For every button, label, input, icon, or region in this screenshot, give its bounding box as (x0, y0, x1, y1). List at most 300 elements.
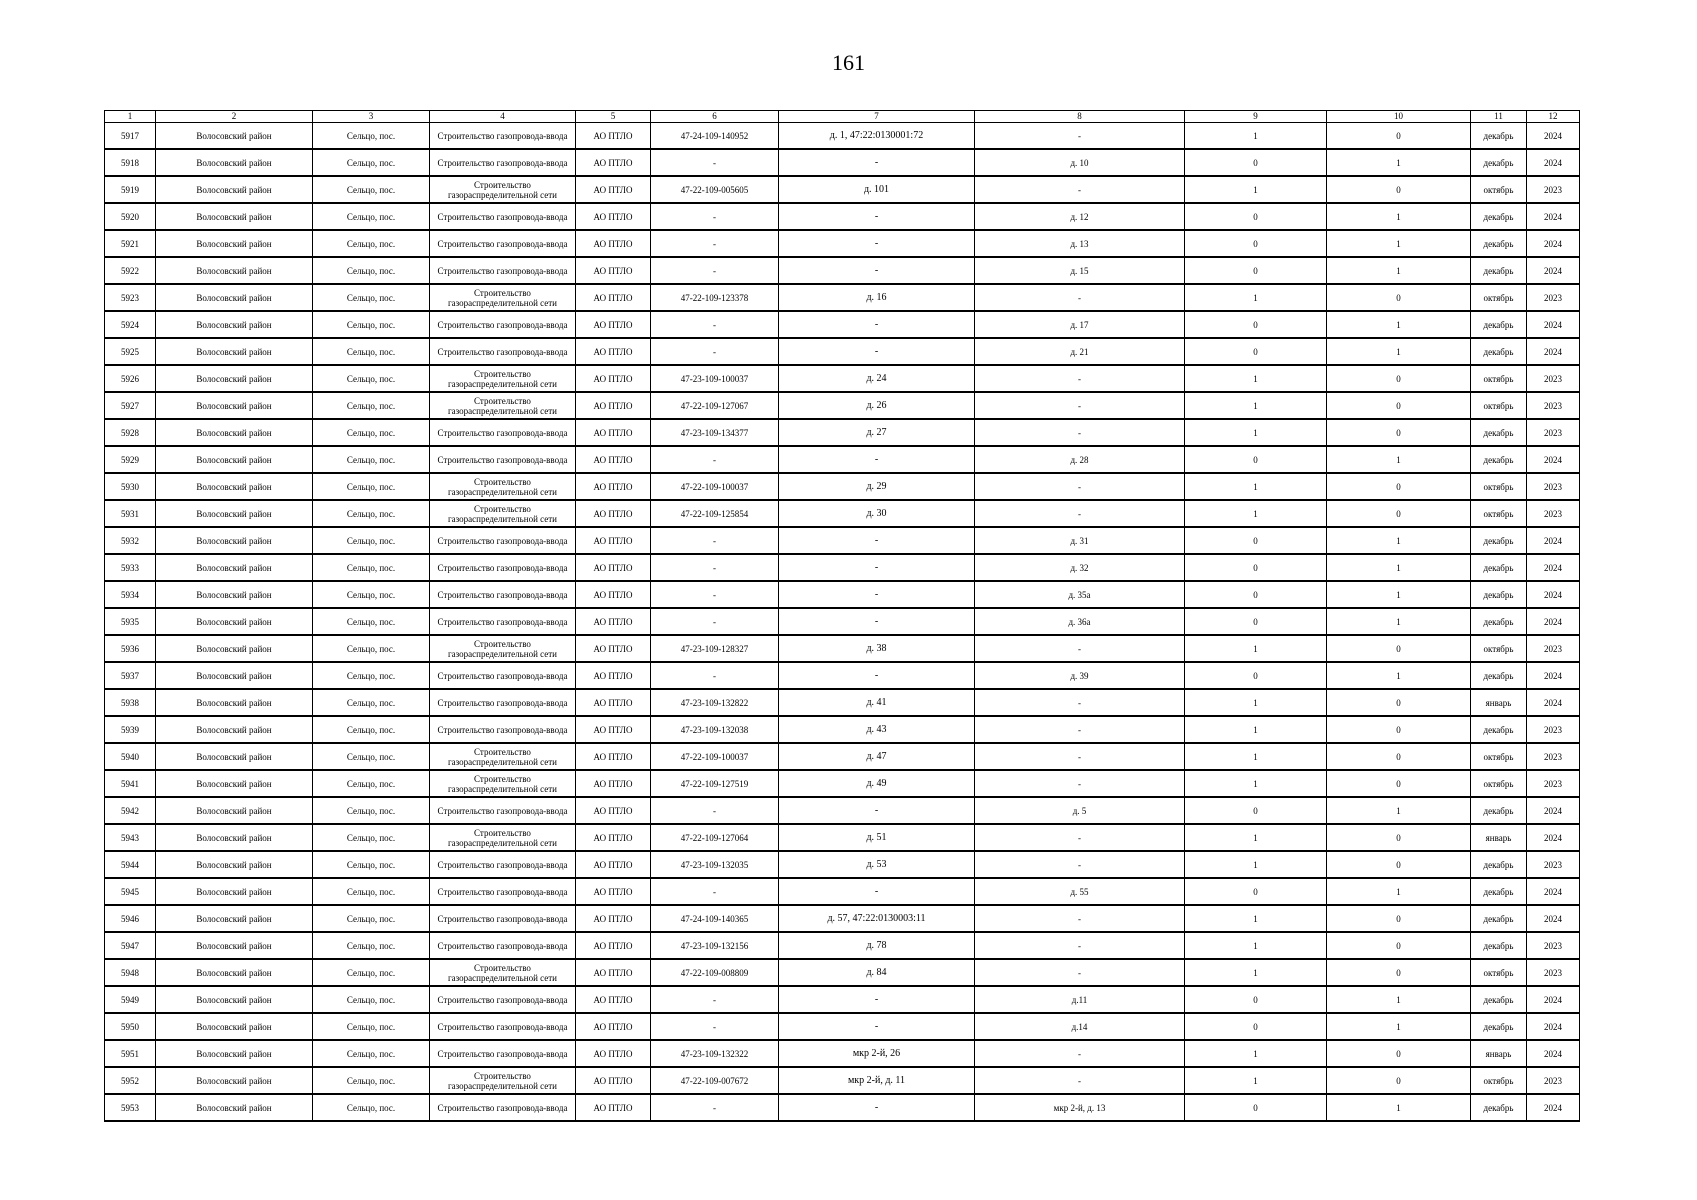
table-cell-col-8: - (975, 392, 1185, 419)
table-cell-col-12: 2023 (1527, 419, 1580, 446)
table-cell-col-9: 0 (1185, 554, 1327, 581)
table-cell-col-1: 5949 (105, 986, 156, 1013)
table-cell-col-3: Сельцо, пос. (313, 986, 430, 1013)
table-cell-col-12: 2024 (1527, 149, 1580, 176)
table-cell-col-3: Сельцо, пос. (313, 851, 430, 878)
table-cell-col-9: 1 (1185, 419, 1327, 446)
table-cell-col-10: 0 (1327, 365, 1471, 392)
table-cell-col-12: 2023 (1527, 365, 1580, 392)
table-cell-col-8: д. 12 (975, 203, 1185, 230)
table-cell-col-7: д. 24 (779, 365, 975, 392)
table-cell-col-11: декабрь (1471, 419, 1527, 446)
table-cell-col-9: 0 (1185, 446, 1327, 473)
table-cell-col-2: Волосовский район (156, 365, 313, 392)
table-cell-col-4: Строительство газораспределительной сети (430, 284, 576, 311)
table-cell-col-12: 2024 (1527, 554, 1580, 581)
table-cell-col-9: 1 (1185, 1067, 1327, 1094)
table-cell-col-12: 2024 (1527, 905, 1580, 932)
table-cell-col-5: АО ПТЛО (576, 932, 651, 959)
table-cell-col-5: АО ПТЛО (576, 878, 651, 905)
table-cell-col-9: 0 (1185, 662, 1327, 689)
table-cell-col-5: АО ПТЛО (576, 1067, 651, 1094)
table-row (105, 1094, 1580, 1121)
table-cell-col-9: 1 (1185, 365, 1327, 392)
table-cell-col-2: Волосовский район (156, 581, 313, 608)
table-row (105, 581, 1580, 608)
table-cell-col-7: - (779, 662, 975, 689)
table-cell-col-12: 2023 (1527, 284, 1580, 311)
table-cell-col-3: Сельцо, пос. (313, 419, 430, 446)
table-cell-col-1: 5947 (105, 932, 156, 959)
table-row (105, 662, 1580, 689)
table-cell-col-5: АО ПТЛО (576, 959, 651, 986)
table-cell-col-12: 2023 (1527, 635, 1580, 662)
table-row (105, 446, 1580, 473)
table-cell-col-8: - (975, 284, 1185, 311)
table-cell-col-7: д. 78 (779, 932, 975, 959)
header-row (105, 111, 1580, 123)
table-cell-col-3: Сельцо, пос. (313, 716, 430, 743)
table-cell-col-1: 5953 (105, 1094, 156, 1121)
table-cell-col-2: Волосовский район (156, 905, 313, 932)
table-cell-col-10: 1 (1327, 581, 1471, 608)
table-cell-col-9: 0 (1185, 527, 1327, 554)
table-cell-col-6: 47-23-109-132822 (651, 689, 779, 716)
table-cell-col-3: Сельцо, пос. (313, 1094, 430, 1121)
table-cell-col-7: д. 38 (779, 635, 975, 662)
table-cell-col-2: Волосовский район (156, 123, 313, 150)
table-cell-col-9: 1 (1185, 824, 1327, 851)
table-cell-col-5: АО ПТЛО (576, 527, 651, 554)
table-cell-col-9: 1 (1185, 689, 1327, 716)
table-cell-col-11: октябрь (1471, 500, 1527, 527)
table-cell-col-1: 5926 (105, 365, 156, 392)
table-row (105, 176, 1580, 203)
table-cell-col-3: Сельцо, пос. (313, 959, 430, 986)
table-cell-col-10: 1 (1327, 311, 1471, 338)
table-cell-col-6: 47-23-109-100037 (651, 365, 779, 392)
table-cell-col-6: - (651, 797, 779, 824)
table-cell-col-12: 2024 (1527, 1094, 1580, 1121)
table-cell-col-1: 5918 (105, 149, 156, 176)
table-cell-col-10: 0 (1327, 851, 1471, 878)
table-row (105, 689, 1580, 716)
table-cell-col-8: д. 10 (975, 149, 1185, 176)
table-cell-col-1: 5919 (105, 176, 156, 203)
table-cell-col-3: Сельцо, пос. (313, 446, 430, 473)
table-cell-col-12: 2023 (1527, 743, 1580, 770)
table-cell-col-3: Сельцо, пос. (313, 500, 430, 527)
table-cell-col-12: 2024 (1527, 824, 1580, 851)
table-cell-col-8: - (975, 419, 1185, 446)
table-cell-col-9: 1 (1185, 392, 1327, 419)
column-header-12: 12 (1527, 111, 1580, 123)
table-cell-col-12: 2024 (1527, 878, 1580, 905)
table-cell-col-10: 0 (1327, 176, 1471, 203)
table-cell-col-7: мкр 2-й, д. 11 (779, 1067, 975, 1094)
table-cell-col-5: АО ПТЛО (576, 1040, 651, 1067)
column-header-6: 6 (651, 111, 779, 123)
table-cell-col-12: 2024 (1527, 662, 1580, 689)
table-cell-col-6: 47-22-109-100037 (651, 743, 779, 770)
table-cell-col-10: 1 (1327, 257, 1471, 284)
table-cell-col-9: 1 (1185, 959, 1327, 986)
table-cell-col-3: Сельцо, пос. (313, 581, 430, 608)
table-cell-col-2: Волосовский район (156, 1040, 313, 1067)
table-cell-col-4: Строительство газопровода-ввода (430, 581, 576, 608)
table-cell-col-11: декабрь (1471, 797, 1527, 824)
table-row (105, 824, 1580, 851)
table-cell-col-7: - (779, 986, 975, 1013)
table-cell-col-2: Волосовский район (156, 824, 313, 851)
table-cell-col-2: Волосовский район (156, 554, 313, 581)
table-cell-col-8: д. 32 (975, 554, 1185, 581)
table-cell-col-7: - (779, 257, 975, 284)
table-cell-col-5: АО ПТЛО (576, 1013, 651, 1040)
table-cell-col-3: Сельцо, пос. (313, 365, 430, 392)
table-cell-col-10: 1 (1327, 797, 1471, 824)
table-cell-col-7: д. 27 (779, 419, 975, 446)
table-cell-col-3: Сельцо, пос. (313, 149, 430, 176)
table-cell-col-1: 5941 (105, 770, 156, 797)
table-row (105, 203, 1580, 230)
table-cell-col-1: 5951 (105, 1040, 156, 1067)
table-cell-col-3: Сельцо, пос. (313, 1067, 430, 1094)
table-row (105, 932, 1580, 959)
table-cell-col-12: 2024 (1527, 689, 1580, 716)
table-cell-col-10: 0 (1327, 959, 1471, 986)
table-cell-col-12: 2023 (1527, 770, 1580, 797)
table-cell-col-12: 2024 (1527, 203, 1580, 230)
table-cell-col-9: 0 (1185, 338, 1327, 365)
table-row (105, 527, 1580, 554)
table-row (105, 959, 1580, 986)
table-cell-col-2: Волосовский район (156, 257, 313, 284)
table-cell-col-5: АО ПТЛО (576, 176, 651, 203)
table-cell-col-3: Сельцо, пос. (313, 662, 430, 689)
table-cell-col-2: Волосовский район (156, 662, 313, 689)
table-cell-col-4: Строительство газопровода-ввода (430, 932, 576, 959)
table-cell-col-1: 5928 (105, 419, 156, 446)
table-row (105, 716, 1580, 743)
table-row (105, 284, 1580, 311)
table-cell-col-12: 2024 (1527, 123, 1580, 150)
table-cell-col-7: - (779, 338, 975, 365)
table-cell-col-7: д. 1, 47:22:0130001:72 (779, 123, 975, 150)
table-cell-col-3: Сельцо, пос. (313, 311, 430, 338)
table-cell-col-4: Строительство газораспределительной сети (430, 824, 576, 851)
table-cell-col-11: октябрь (1471, 635, 1527, 662)
table-cell-col-6: - (651, 203, 779, 230)
table-cell-col-1: 5917 (105, 123, 156, 150)
table-cell-col-2: Волосовский район (156, 149, 313, 176)
table-cell-col-9: 0 (1185, 581, 1327, 608)
table-cell-col-2: Волосовский район (156, 473, 313, 500)
table-cell-col-4: Строительство газопровода-ввода (430, 1013, 576, 1040)
table-cell-col-6: - (651, 581, 779, 608)
table-cell-col-2: Волосовский район (156, 770, 313, 797)
table-cell-col-8: д. 28 (975, 446, 1185, 473)
page-number: 161 (832, 50, 865, 75)
table-cell-col-3: Сельцо, пос. (313, 635, 430, 662)
table-cell-col-4: Строительство газопровода-ввода (430, 689, 576, 716)
gasification-table (104, 110, 1580, 1122)
table-cell-col-3: Сельцо, пос. (313, 230, 430, 257)
table-cell-col-5: АО ПТЛО (576, 554, 651, 581)
column-header-8: 8 (975, 111, 1185, 123)
table-cell-col-3: Сельцо, пос. (313, 743, 430, 770)
table-cell-col-11: октябрь (1471, 1067, 1527, 1094)
table-cell-col-11: декабрь (1471, 149, 1527, 176)
table-cell-col-3: Сельцо, пос. (313, 1040, 430, 1067)
table-cell-col-10: 1 (1327, 527, 1471, 554)
table-cell-col-7: д. 47 (779, 743, 975, 770)
table-cell-col-3: Сельцо, пос. (313, 527, 430, 554)
table-cell-col-6: - (651, 149, 779, 176)
table-cell-col-4: Строительство газопровода-ввода (430, 662, 576, 689)
table-cell-col-3: Сельцо, пос. (313, 338, 430, 365)
table-cell-col-2: Волосовский район (156, 1067, 313, 1094)
table-cell-col-2: Волосовский район (156, 446, 313, 473)
table-cell-col-12: 2024 (1527, 527, 1580, 554)
table-cell-col-3: Сельцо, пос. (313, 123, 430, 150)
table-cell-col-1: 5936 (105, 635, 156, 662)
table-cell-col-12: 2023 (1527, 392, 1580, 419)
table-cell-col-4: Строительство газопровода-ввода (430, 257, 576, 284)
table-cell-col-5: АО ПТЛО (576, 743, 651, 770)
table-cell-col-8: - (975, 932, 1185, 959)
table-cell-col-11: декабрь (1471, 608, 1527, 635)
table-cell-col-9: 0 (1185, 311, 1327, 338)
table-cell-col-5: АО ПТЛО (576, 230, 651, 257)
table-cell-col-3: Сельцо, пос. (313, 878, 430, 905)
table-cell-col-2: Волосовский район (156, 230, 313, 257)
table-cell-col-5: АО ПТЛО (576, 203, 651, 230)
table-cell-col-5: АО ПТЛО (576, 716, 651, 743)
table-cell-col-10: 0 (1327, 743, 1471, 770)
table-cell-col-6: - (651, 257, 779, 284)
table-cell-col-7: - (779, 203, 975, 230)
table-cell-col-11: декабрь (1471, 878, 1527, 905)
table-cell-col-8: - (975, 123, 1185, 150)
table-cell-col-1: 5929 (105, 446, 156, 473)
table-cell-col-6: 47-24-109-140365 (651, 905, 779, 932)
table-cell-col-3: Сельцо, пос. (313, 608, 430, 635)
column-header-1: 1 (105, 111, 156, 123)
table-cell-col-9: 0 (1185, 203, 1327, 230)
table-cell-col-9: 0 (1185, 257, 1327, 284)
table-cell-col-1: 5922 (105, 257, 156, 284)
table-cell-col-2: Волосовский район (156, 392, 313, 419)
table-cell-col-1: 5931 (105, 500, 156, 527)
table-cell-col-5: АО ПТЛО (576, 581, 651, 608)
table-cell-col-12: 2024 (1527, 1040, 1580, 1067)
table-cell-col-12: 2023 (1527, 1067, 1580, 1094)
table-cell-col-4: Строительство газопровода-ввода (430, 230, 576, 257)
table-cell-col-8: - (975, 905, 1185, 932)
table-cell-col-10: 0 (1327, 123, 1471, 150)
table-cell-col-7: д. 53 (779, 851, 975, 878)
table-cell-col-9: 1 (1185, 716, 1327, 743)
table-row (105, 365, 1580, 392)
table-cell-col-6: - (651, 662, 779, 689)
table-cell-col-6: 47-22-109-123378 (651, 284, 779, 311)
table-cell-col-11: декабрь (1471, 203, 1527, 230)
table-cell-col-4: Строительство газораспределительной сети (430, 473, 576, 500)
table-cell-col-4: Строительство газопровода-ввода (430, 203, 576, 230)
table-cell-col-9: 0 (1185, 878, 1327, 905)
table-cell-col-6: 47-22-109-125854 (651, 500, 779, 527)
table-row (105, 419, 1580, 446)
table-cell-col-10: 1 (1327, 338, 1471, 365)
table-cell-col-1: 5944 (105, 851, 156, 878)
table-cell-col-7: - (779, 1094, 975, 1121)
table-cell-col-6: - (651, 1094, 779, 1121)
table-cell-col-6: - (651, 311, 779, 338)
table-cell-col-4: Строительство газораспределительной сети (430, 1067, 576, 1094)
table-cell-col-1: 5930 (105, 473, 156, 500)
table-cell-col-4: Строительство газопровода-ввода (430, 149, 576, 176)
table-cell-col-8: д. 55 (975, 878, 1185, 905)
table-cell-col-10: 0 (1327, 473, 1471, 500)
table-cell-col-2: Волосовский район (156, 500, 313, 527)
table-cell-col-4: Строительство газораспределительной сети (430, 635, 576, 662)
table-cell-col-10: 0 (1327, 824, 1471, 851)
table-cell-col-10: 0 (1327, 392, 1471, 419)
table-cell-col-4: Строительство газораспределительной сети (430, 176, 576, 203)
table-cell-col-11: декабрь (1471, 123, 1527, 150)
table-cell-col-1: 5942 (105, 797, 156, 824)
table-cell-col-11: октябрь (1471, 770, 1527, 797)
table-cell-col-1: 5939 (105, 716, 156, 743)
table-cell-col-11: декабрь (1471, 338, 1527, 365)
table-cell-col-11: декабрь (1471, 932, 1527, 959)
table-cell-col-10: 1 (1327, 1094, 1471, 1121)
table-cell-col-10: 1 (1327, 554, 1471, 581)
table-cell-col-8: - (975, 473, 1185, 500)
table-cell-col-8: д. 39 (975, 662, 1185, 689)
table-cell-col-1: 5934 (105, 581, 156, 608)
table-cell-col-5: АО ПТЛО (576, 662, 651, 689)
table-cell-col-10: 1 (1327, 986, 1471, 1013)
table-cell-col-7: д. 29 (779, 473, 975, 500)
table-cell-col-6: - (651, 878, 779, 905)
table-cell-col-4: Строительство газопровода-ввода (430, 419, 576, 446)
table-cell-col-11: декабрь (1471, 1094, 1527, 1121)
table-row (105, 851, 1580, 878)
table-row (105, 311, 1580, 338)
table-cell-col-6: 47-23-109-128327 (651, 635, 779, 662)
table-cell-col-10: 0 (1327, 284, 1471, 311)
table-cell-col-6: 47-24-109-140952 (651, 123, 779, 150)
table-cell-col-8: д. 31 (975, 527, 1185, 554)
table-cell-col-6: - (651, 986, 779, 1013)
table-cell-col-1: 5923 (105, 284, 156, 311)
table-cell-col-9: 1 (1185, 932, 1327, 959)
table-cell-col-4: Строительство газопровода-ввода (430, 797, 576, 824)
table-cell-col-4: Строительство газопровода-ввода (430, 716, 576, 743)
table-cell-col-6: 47-22-109-005605 (651, 176, 779, 203)
table-cell-col-7: - (779, 1013, 975, 1040)
table-cell-col-11: декабрь (1471, 446, 1527, 473)
table-cell-col-5: АО ПТЛО (576, 689, 651, 716)
table-cell-col-7: - (779, 446, 975, 473)
table-cell-col-5: АО ПТЛО (576, 797, 651, 824)
table-cell-col-3: Сельцо, пос. (313, 905, 430, 932)
table-cell-col-9: 1 (1185, 123, 1327, 150)
table-cell-col-10: 1 (1327, 662, 1471, 689)
table-cell-col-6: - (651, 230, 779, 257)
table-cell-col-11: январь (1471, 1040, 1527, 1067)
table-cell-col-8: д. 21 (975, 338, 1185, 365)
table-cell-col-4: Строительство газопровода-ввода (430, 986, 576, 1013)
table-cell-col-11: декабрь (1471, 1013, 1527, 1040)
table-cell-col-4: Строительство газораспределительной сети (430, 959, 576, 986)
table-cell-col-6: 47-22-109-127064 (651, 824, 779, 851)
table-cell-col-10: 1 (1327, 878, 1471, 905)
table-cell-col-2: Волосовский район (156, 851, 313, 878)
table-cell-col-6: - (651, 554, 779, 581)
table-cell-col-3: Сельцо, пос. (313, 554, 430, 581)
table-cell-col-2: Волосовский район (156, 527, 313, 554)
table-cell-col-11: октябрь (1471, 284, 1527, 311)
table-cell-col-5: АО ПТЛО (576, 311, 651, 338)
table-cell-col-9: 0 (1185, 608, 1327, 635)
table-cell-col-5: АО ПТЛО (576, 446, 651, 473)
table-cell-col-12: 2023 (1527, 959, 1580, 986)
table-cell-col-9: 1 (1185, 176, 1327, 203)
table-cell-col-3: Сельцо, пос. (313, 932, 430, 959)
table-cell-col-1: 5935 (105, 608, 156, 635)
table-cell-col-7: д. 57, 47:22:0130003:11 (779, 905, 975, 932)
table-cell-col-12: 2023 (1527, 473, 1580, 500)
table-cell-col-2: Волосовский район (156, 878, 313, 905)
table-cell-col-12: 2023 (1527, 851, 1580, 878)
table-cell-col-1: 5927 (105, 392, 156, 419)
table-cell-col-5: АО ПТЛО (576, 365, 651, 392)
table-cell-col-5: АО ПТЛО (576, 1094, 651, 1121)
table-cell-col-8: д. 36а (975, 608, 1185, 635)
table-cell-col-5: АО ПТЛО (576, 851, 651, 878)
table-cell-col-11: декабрь (1471, 554, 1527, 581)
table-cell-col-2: Волосовский район (156, 176, 313, 203)
table-cell-col-8: - (975, 635, 1185, 662)
table-cell-col-6: 47-22-109-100037 (651, 473, 779, 500)
table-cell-col-12: 2024 (1527, 1013, 1580, 1040)
table-cell-col-4: Строительство газопровода-ввода (430, 878, 576, 905)
table-cell-col-4: Строительство газопровода-ввода (430, 527, 576, 554)
table-cell-col-9: 1 (1185, 743, 1327, 770)
table-cell-col-4: Строительство газопровода-ввода (430, 1094, 576, 1121)
table-cell-col-12: 2023 (1527, 716, 1580, 743)
table-cell-col-6: - (651, 446, 779, 473)
table-cell-col-2: Волосовский район (156, 311, 313, 338)
table-cell-col-8: - (975, 824, 1185, 851)
table-cell-col-4: Строительство газопровода-ввода (430, 338, 576, 365)
table-cell-col-8: д. 17 (975, 311, 1185, 338)
table-cell-col-10: 0 (1327, 716, 1471, 743)
table-cell-col-6: - (651, 527, 779, 554)
table-cell-col-4: Строительство газопровода-ввода (430, 554, 576, 581)
table-cell-col-8: - (975, 176, 1185, 203)
table-cell-col-7: д. 43 (779, 716, 975, 743)
table-cell-col-7: д. 49 (779, 770, 975, 797)
table-cell-col-9: 0 (1185, 797, 1327, 824)
table-cell-col-9: 0 (1185, 1094, 1327, 1121)
table-cell-col-1: 5948 (105, 959, 156, 986)
table-cell-col-8: - (975, 959, 1185, 986)
table-cell-col-9: 0 (1185, 149, 1327, 176)
